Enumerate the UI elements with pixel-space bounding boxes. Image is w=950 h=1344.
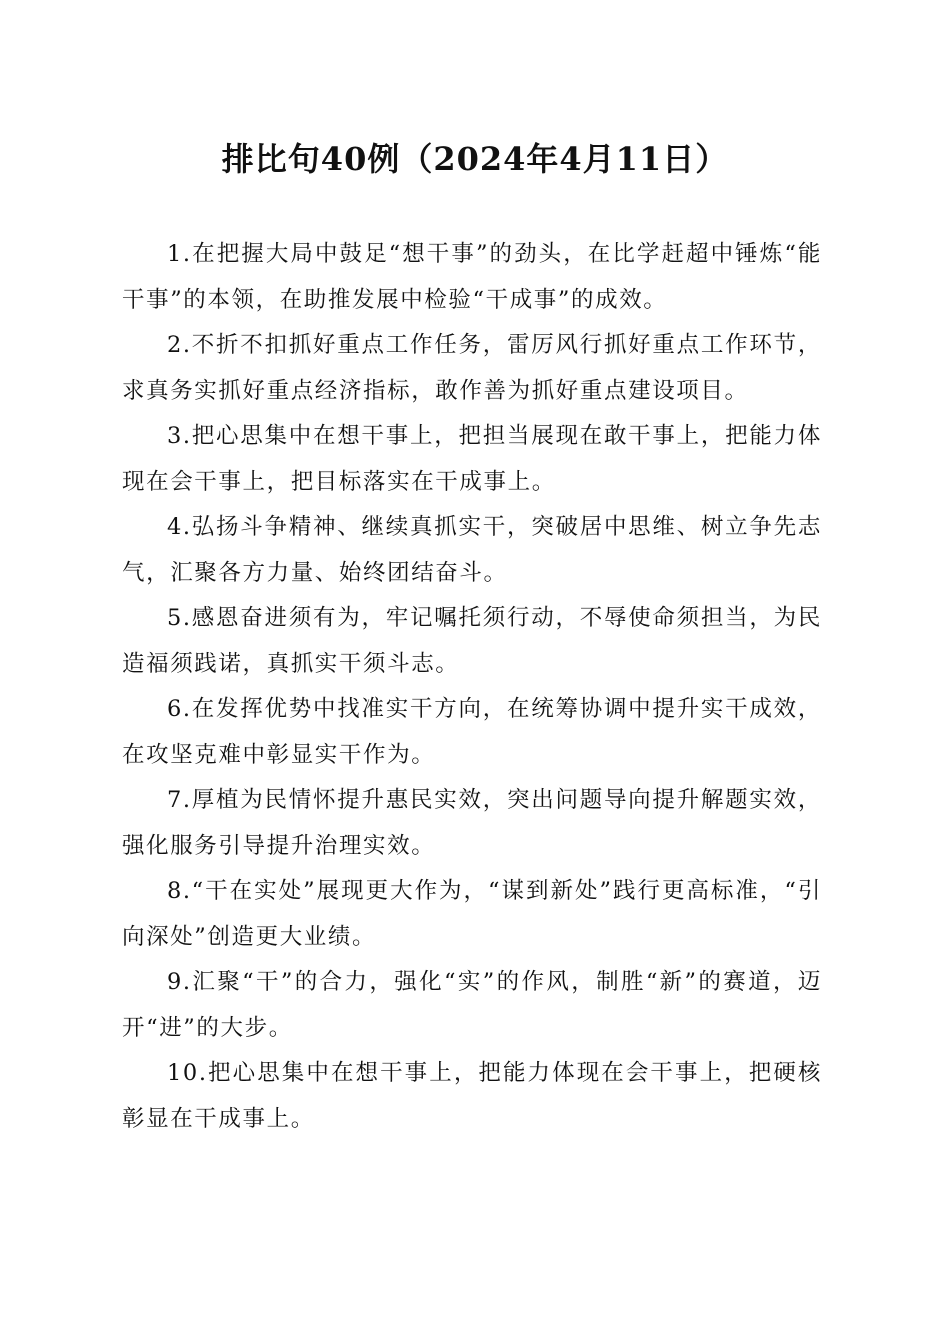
paragraph-1: 1.在把握大局中鼓足“想干事”的劲头，在比学赶超中锤炼“能干事”的本领，在助推发展中检验“干成事”的成效。 bbox=[122, 241, 822, 313]
paragraph-2: 2.不折不扣抓好重点工作任务，雷厉风行抓好重点工作环节，求真务实抓好重点经济指标，敢作善为抓好重点建设项目。 bbox=[122, 332, 822, 404]
paragraph-9: 9.汇聚“干”的合力，强化“实”的作风，制胜“新”的赛道，迈开“进”的大步。 bbox=[122, 969, 822, 1041]
paragraph-7: 7.厚植为民情怀提升惠民实效，突出问题导向提升解题实效，强化服务引导提升治理实效。 bbox=[122, 787, 822, 859]
paragraph-8: 8.“干在实处”展现更大作为，“谋到新处”践行更高标准，“引向深处”创造更大业绩。 bbox=[122, 878, 822, 950]
paragraph-5: 5.感恩奋进须有为，牢记嘱托须行动，不辱使命须担当，为民造福须践诺，真抓实干须斗志。 bbox=[122, 605, 822, 677]
document-title: 排比句40例（2024年4月11日） bbox=[221, 140, 729, 178]
paragraph-4: 4.弘扬斗争精神、继续真抓实干，突破居中思维、树立争先志气，汇聚各方力量、始终团结奋斗。 bbox=[122, 514, 822, 586]
paragraph-10: 10.把心思集中在想干事上，把能力体现在会干事上，把硬核彰显在干成事上。 bbox=[122, 1060, 822, 1132]
paragraph-3: 3.把心思集中在想干事上，把担当展现在敢干事上，把能力体现在会干事上，把目标落实在干成事上。 bbox=[122, 423, 822, 495]
paragraph-6: 6.在发挥优势中找准实干方向，在统筹协调中提升实干成效，在攻坚克难中彰显实干作为。 bbox=[122, 696, 822, 768]
document-body bbox=[122, 232, 822, 1142]
